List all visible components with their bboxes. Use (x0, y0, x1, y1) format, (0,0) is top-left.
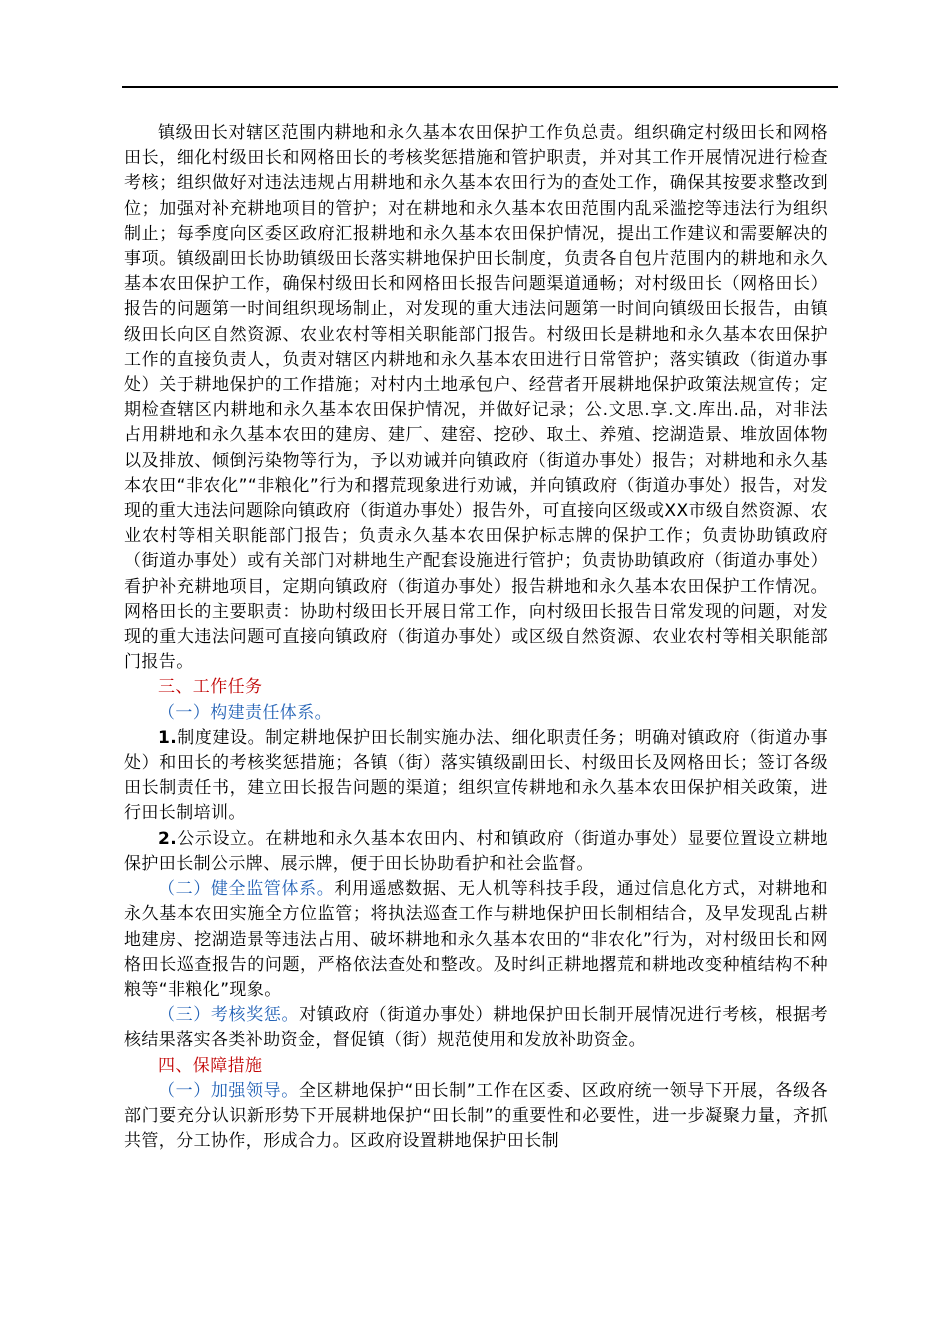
paragraph-text: 全区耕地保护“田长制”工作在区委、区政府统一领导下开展，各级各部门要充分认识新形势下开展耕地保护“田长制”的重要性和必要性，进一步凝聚力量，齐抓共管，分工协作，形成合力。区政府设置耕地保护田长制 (124, 1080, 828, 1152)
item-number: 1. (158, 727, 178, 748)
paragraph-supervision-system (124, 877, 828, 1003)
subheading-assessment: （三）考核奖惩。 (158, 1005, 300, 1026)
subheading-supervision-system: （二）健全监管体系。 (158, 879, 335, 900)
subheading-responsibility-system: （一）构建责任体系。 (158, 702, 332, 723)
section-heading-safeguards: 四、保障措施 (158, 1055, 263, 1076)
subheading-leadership: （一）加强领导。 (158, 1080, 299, 1101)
section-heading-work-tasks: 三、工作任务 (158, 677, 263, 698)
document-body (124, 121, 828, 1154)
paragraph-leadership (124, 1079, 828, 1155)
paragraph-text: 利用遥感数据、无人机等科技手段，通过信息化方式，对耕地和永久基本农田实施全方位监管；将执法巡查工作与耕地保护田长制相结合，及早发现乱占耕地建房、挖湖造景等违法占用、破坏耕地和永久基本农田的“非农化”行为，对村级田长和网格田长巡查报告的问题，严格依法查处和整改。及时纠正耕地撂荒和耕地改变种植结构不种粮等“非粮化”现象。 (124, 879, 829, 1000)
item-text: 制度建设。制定耕地保护田长制实施办法、细化职责任务；明确对镇政府（街道办事处）和田长的考核奖惩措施；各镇（街）落实镇级副田长、村级田长及网格田长；签订各级田长制责任书，建立田长报告问题的渠道；组织宣传耕地和永久基本农田保护相关政策，进行田长制培训。 (124, 727, 828, 824)
paragraph-assessment (124, 1003, 828, 1053)
header-rule (122, 86, 838, 88)
paragraph-text: 对镇政府（街道办事处）耕地保护田长制开展情况进行考核，根据考核结果落实各类补助资金，督促镇（街）规范使用和发放补助资金。 (124, 1005, 829, 1051)
list-item-system-construction (124, 726, 828, 827)
list-item-public-notice (124, 827, 828, 877)
item-text: 公示设立。在耕地和永久基本农田内、村和镇政府（街道办事处）显要位置设立耕地保护田长制公示牌、展示牌，便于田长协助看护和社会监督。 (124, 828, 828, 874)
item-number: 2. (158, 828, 178, 849)
paragraph-field-chief-duties: 镇级田长对辖区范围内耕地和永久基本农田保护工作负总责。组织确定村级田长和网格田长，细化村级田长和网格田长的考核奖惩措施和管护职责，并对其工作开展情况进行检查考核；组织做好对违法违规占用耕地和永久基本农田行为的查处工作，确保其按要求整改到位；加强对补充耕地项目的管护；对在耕地和永久基本农田范围内乱采滥挖等违法行为组织制止；每季度向区委区政府汇报耕地和永久基本农田保护情况，提出工作建议和需要解决的事项。镇级副田长协助镇级田长落实耕地保护田长制度，负责各自包片范围内的耕地和永久基本农田保护工作，确保村级田长和网格田长报告问题渠道通畅；对村级田长（网格田长）报告的问题第一时间组织现场制止，对发现的重大违法问题第一时间向镇级田长报告，由镇级田长向区自然资源、农业农村等相关职能部门报告。村级田长是耕地和永久基本农田保护工作的直接负责人，负责对辖区内耕地和永久基本农田进行日常管护；落实镇政（街道办事处）关于耕地保护的工作措施；对村内土地承包户、经营者开展耕地保护政策法规宣传；定期检查辖区内耕地和永久基本农田保护情况，并做好记录；公.文思.享.文.库出.品，对非法占用耕地和永久基本农田的建房、建厂、建窑、挖砂、取土、养殖、挖湖造景、堆放固体物以及排放、倾倒污染物等行为，予以劝诫并向镇政府（街道办事处）报告；对耕地和永久基本农田“非农化”“非粮化”行为和撂荒现象进行劝诫，并向镇政府（街道办事处）报告，对发现的重大违法问题除向镇政府（街道办事处）报告外，可直接向区级或XX市级自然资源、农业农村等相关职能部门报告；负责永久基本农田保护标志牌的保护工作；负责协助镇政府（街道办事处）或有关部门对耕地生产配套设施进行管护；负责协助镇政府（街道办事处）看护补充耕地项目，定期向镇政府（街道办事处）报告耕地和永久基本农田保护工作情况。网格田长的主要职责：协助村级田长开展日常工作，向村级田长报告日常发现的问题，对发现的重大违法问题可直接向镇政府（街道办事处）或区级自然资源、农业农村等相关职能部门报告。 (124, 123, 828, 673)
